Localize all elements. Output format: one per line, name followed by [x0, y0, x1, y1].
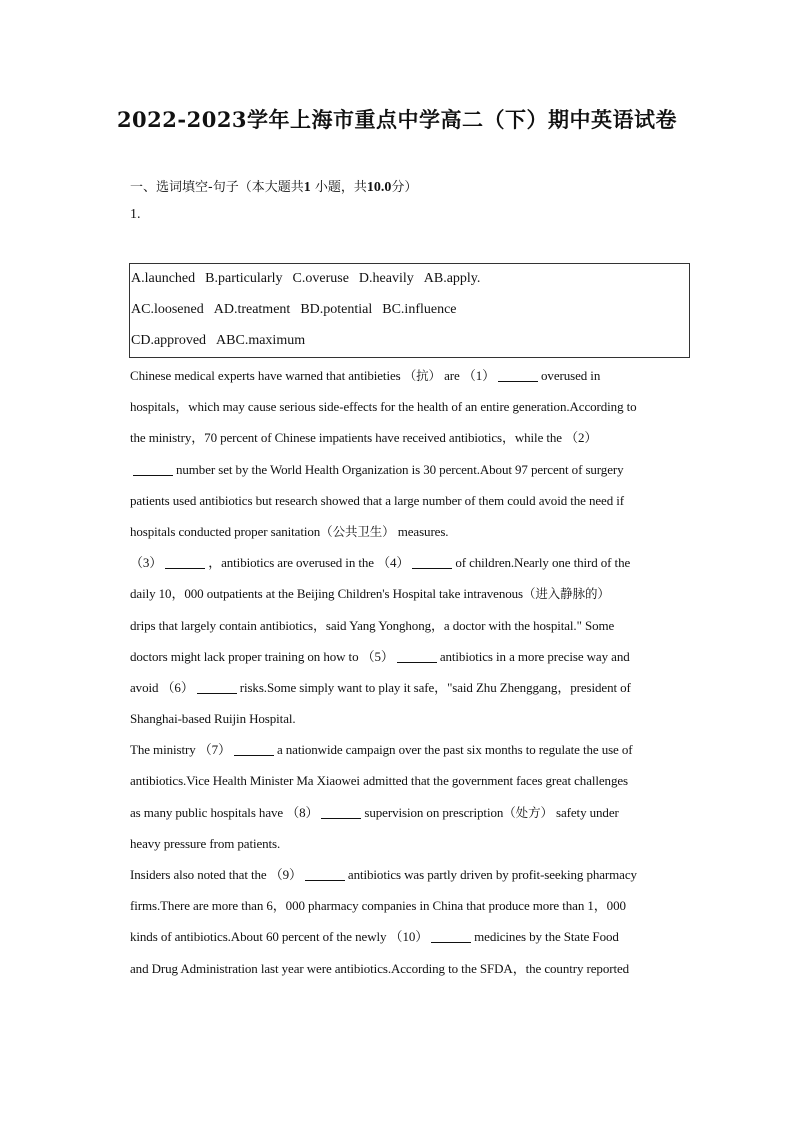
question-number: 1.: [130, 207, 141, 222]
passage-line: heavy pressure from patients.: [130, 835, 281, 851]
passage-line: doctors might lack proper training on how to （5） antibiotics in a more precise way and: [130, 648, 630, 664]
word-option: CD.approved: [131, 333, 207, 348]
passage-line: Chinese medical experts have warned that antibieties （抗） are （1） overused in: [130, 368, 601, 383]
word-option: AC.loosened: [131, 302, 204, 317]
section-heading: [130, 176, 417, 196]
passage-line: number set by the World Health Organization is 30 percent.About 97 percent of surgery: [130, 454, 692, 485]
word-bank-row: [131, 271, 490, 287]
word-option: D.heavily: [358, 271, 414, 286]
section-suffix: 分）: [391, 180, 418, 195]
passage-line: and Drug Administration last year were antibiotics.According to the SFDA，the country reported: [130, 960, 630, 976]
answer-blank[interactable]: [133, 461, 173, 476]
answer-blank[interactable]: [321, 804, 361, 819]
answer-blank[interactable]: [397, 648, 437, 663]
passage-line: hospitals conducted proper sanitation（公共卫生） measures.: [130, 523, 449, 539]
passage-line: Insiders also noted that the （9） antibiotics was partly driven by profit-seeking pharmacy: [130, 867, 637, 882]
passage-line: Shanghai-based Ruijin Hospital.: [130, 711, 296, 727]
answer-blank[interactable]: [165, 554, 205, 569]
word-option: C.overuse: [292, 271, 349, 286]
chinese-gloss: （处方）: [503, 804, 553, 820]
word-bank-row: [131, 302, 467, 318]
word-option: A.launched: [131, 271, 196, 286]
section-score: 10.0: [366, 180, 392, 195]
answer-blank[interactable]: [234, 741, 274, 756]
passage-line: hospitals，which may cause serious side-effects for the health of an entire generation.According to: [130, 399, 637, 415]
passage-line: as many public hospitals have （8） supervision on prescription（处方） safety under: [130, 804, 619, 820]
passage-line: （3） ，antibiotics are overused in the （4） of children.Nearly one third of the: [130, 555, 631, 571]
passage-line: avoid （6） risks.Some simply want to play it safe，"said Zhu Zhenggang，president of: [130, 679, 631, 695]
answer-blank[interactable]: [412, 554, 452, 569]
chinese-gloss: （进入静脉的）: [522, 586, 610, 602]
chinese-gloss: （抗）: [403, 368, 441, 383]
section-prefix: 一、选词填空-句子（本大题共: [130, 180, 304, 195]
passage-line: antibiotics.Vice Health Minister Ma Xiaowei admitted that the government faces great challenges: [130, 773, 628, 789]
word-option: B.particularly: [205, 271, 283, 286]
word-option: AD.treatment: [213, 302, 291, 317]
passage-line: drips that largely contain antibiotics，said Yang Yonghong，a doctor with the hospital." Some: [130, 617, 615, 633]
answer-blank[interactable]: [498, 367, 538, 382]
passage-line: patients used antibiotics but research showed that a large number of them could avoid the need if: [130, 492, 625, 508]
page-title: 2022-2023学年上海市重点中学高二（下）期中英语试卷: [116, 107, 678, 132]
answer-blank[interactable]: [197, 679, 237, 694]
chinese-gloss: （公共卫生）: [320, 523, 395, 539]
passage: [130, 360, 692, 984]
word-bank-row: [131, 333, 315, 349]
word-option: BC.influence: [382, 302, 457, 317]
passage-line: daily 10，000 outpatients at the Beijing Children's Hospital take intravenous（进入静脉的）: [130, 586, 610, 602]
word-bank-box: [129, 263, 690, 358]
passage-line: kinds of antibiotics.About 60 percent of the newly （10） medicines by the State Food: [130, 929, 619, 945]
passage-line: firms.There are more than 6，000 pharmacy companies in China that produce more than 1，000: [130, 898, 626, 914]
word-option: ABC.maximum: [216, 333, 306, 348]
passage-line: the ministry，70 percent of Chinese impatients have received antibiotics，while the （2）: [130, 430, 598, 446]
passage-line: The ministry （7） a nationwide campaign over the past six months to regulate the use of: [130, 742, 633, 758]
answer-blank[interactable]: [305, 866, 345, 881]
section-count: 1: [303, 180, 311, 195]
word-option: AB.apply.: [423, 271, 481, 286]
section-middle: 小题，共: [314, 180, 367, 195]
answer-blank[interactable]: [431, 928, 471, 943]
word-option: BD.potential: [300, 302, 373, 317]
